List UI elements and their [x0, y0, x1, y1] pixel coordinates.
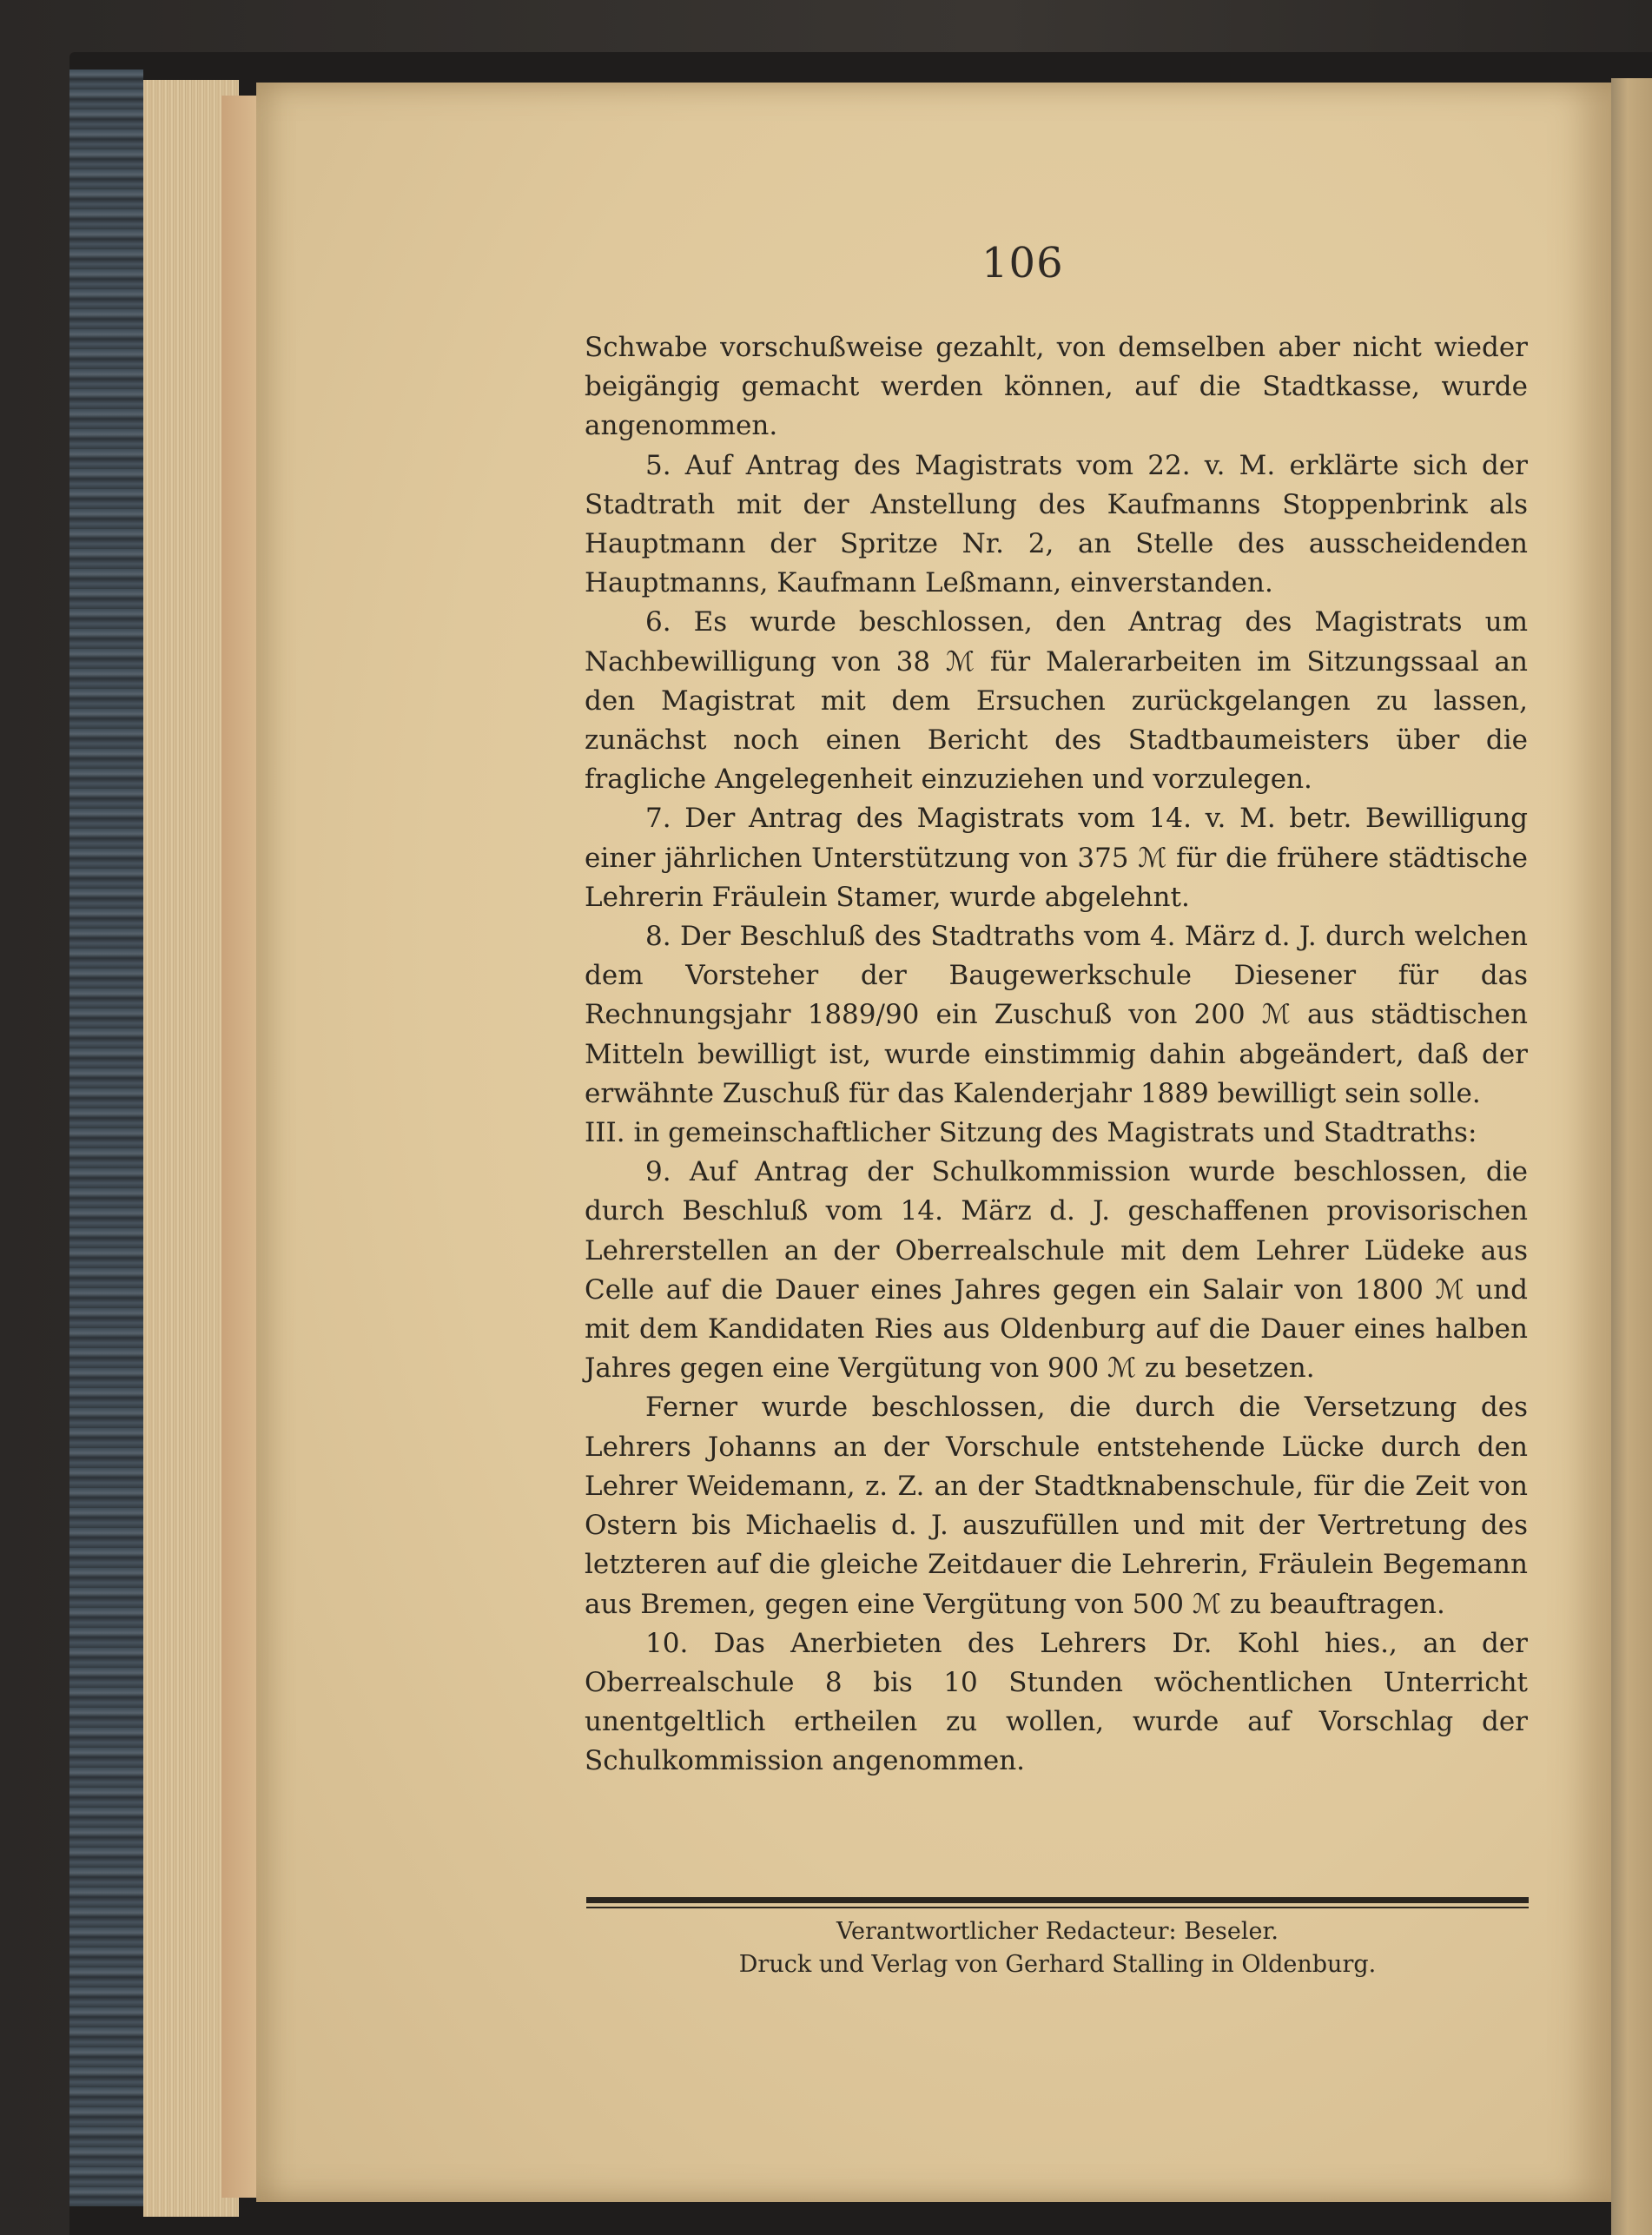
footer-rule-thick [586, 1897, 1529, 1903]
paragraph-item-5: 5. Auf Antrag des Magistrats vom 22. v. M. erklärte sich der Stadtrath mit der Anstellung des Kaufmanns Stoppenbrink als Hauptmann der Spritze Nr. 2, an Stelle des ausscheidenden Hauptmanns, Kaufmann Leßmann, einverstanden. [585, 449, 1528, 599]
marbled-book-edge [69, 69, 143, 2206]
section-heading-iii: III. in gemeinschaftlicher Sitzung des Magistrats und Stadtraths: [585, 1117, 1477, 1149]
facing-page-edge [1611, 78, 1652, 2235]
paragraph-item-9: 9. Auf Antrag der Schulkommission wurde beschlossen, die durch Beschluß vom 14. März d. J. geschaffenen provisorischen Lehrerstellen an der Oberrealschule mit dem Lehrer Lüdeke aus Celle auf die Dauer eines Jahres gegen ein Salair von 1800 ℳ und mit dem Kandidaten Ries aus Oldenburg auf die Dauer eines halben Jahres gegen eine Vergütung von 900 ℳ zu besetzen. [585, 1156, 1528, 1385]
paragraph-item-6: 6. Es wurde beschlossen, den Antrag des Magistrats um Nachbewilligung von 38 ℳ für Malerarbeiten im Sitzungssaal an den Magistrat mit dem Ersuchen zurückgelangen zu lassen, zunächst noch einen Bericht des Stadtbaumeisters über die fragliche Angelegenheit einzuziehen und vorzulegen. [585, 606, 1528, 796]
editor-line: Verantwortlicher Redacteur: Beseler. [836, 1918, 1279, 1945]
paragraph-item-7: 7. Der Antrag des Magistrats vom 14. v. M. betr. Bewilligung einer jährlichen Unterstützung von 375 ℳ für die frühere städtische Lehrerin Fräulein Stamer, wurde abgelehnt. [585, 803, 1528, 913]
printer-line: Druck und Verlag von Gerhard Stalling in Oldenburg. [738, 1951, 1377, 1978]
page-edge-shadow [221, 96, 256, 2198]
paragraph-item-10: 10. Das Anerbieten des Lehrers Dr. Kohl hies., an der Oberrealschule 8 bis 10 Stunden wöchentlichen Unterricht unentgeltlich ertheilen zu wollen, wurde auf Vorschlag der Schulkommission angenommen. [585, 1627, 1528, 1777]
paragraph-item-8: 8. Der Beschluß des Stadtraths vom 4. März d. J. durch welchen dem Vorsteher der Baugewerkschule Diesener für das Rechnungsjahr 1889/90 ein Zuschuß von 200 ℳ aus städtischen Mitteln bewilligt ist, wurde einstimmig dahin abgeändert, daß der erwähnte Zuschuß für das Kalenderjahr 1889 bewilligt sein solle. [585, 921, 1528, 1109]
paragraph-ferner: Ferner wurde beschlossen, die durch die Versetzung des Lehrers Johanns an der Vorschule entstehende Lücke durch den Lehrer Weidemann, z. Z. an der Stadtknabenschule, für die Zeit von Ostern bis Michaelis d. J. auszufüllen und mit der Vertretung des letzteren auf die gleiche Zeitdauer die Lehrerin, Fräulein Begemann aus Bremen, gegen eine Vergütung von 500 ℳ zu beauftragen. [585, 1392, 1528, 1620]
footer-rule-thin [586, 1907, 1529, 1908]
page-body [585, 328, 1528, 1782]
imprint [586, 1915, 1529, 1981]
page-number: 106 [981, 239, 1064, 288]
paragraph-continuation: Schwabe vorschußweise gezahlt, von demselben aber nicht wieder beigängig gemacht werden können, auf die Stadtkasse, wurde angenommen. [585, 332, 1528, 442]
